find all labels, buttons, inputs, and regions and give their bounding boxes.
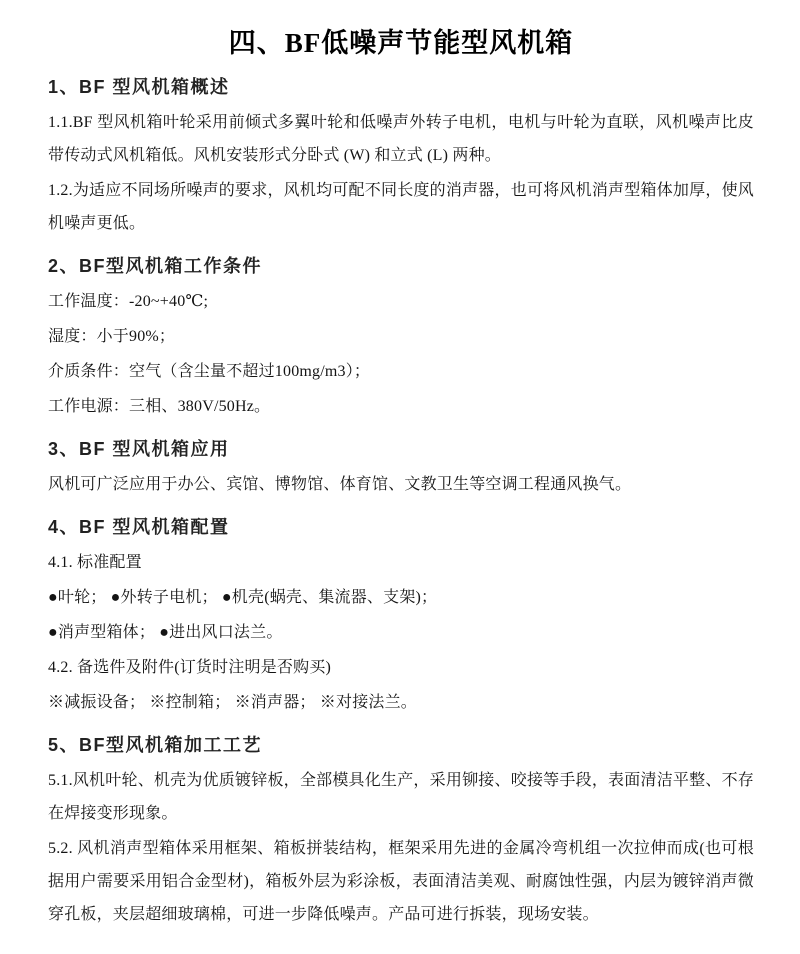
- section-5-paragraph-1: 5.1.风机叶轮、机壳为优质镀锌板，全部模具化生产，采用铆接、咬接等手段，表面清洁平整、不存在焊接变形现象。: [48, 772, 754, 822]
- section-2-heading: 2、BF型风机箱工作条件: [48, 256, 263, 276]
- section-1-paragraph-1: 1.1.BF 型风机箱叶轮采用前倾式多翼叶轮和低噪声外转子电机，电机与叶轮为直联，风机噪声比皮带传动式风机箱低。风机安装形式分卧式 (W) 和立式 (L) 两种。: [48, 114, 754, 164]
- condition-humidity: 湿度：小于90%；: [48, 328, 176, 345]
- optional-config-subtitle: 4.2. 备选件及附件(订货时注明是否购买): [48, 659, 332, 676]
- condition-temperature: 工作温度：-20~+40℃;: [48, 293, 209, 310]
- standard-config-items-line-1: ●叶轮； ●外转子电机； ●机壳(蜗壳、集流器、支架)；: [48, 589, 438, 606]
- section-application: [48, 437, 754, 501]
- condition-power: 工作电源：三相、380V/50Hz。: [48, 398, 271, 415]
- section-overview: [48, 75, 754, 240]
- section-5-paragraph-2: 5.2. 风机消声型箱体采用框架、箱板拼装结构，框架采用先进的金属冷弯机组一次拉伸而成(也可根据用户需要采用铝合金型材)，箱板外层为彩涂板，表面清洁美观、耐腐蚀性强，内层为镀锌消声微穿孔板，夹层超细玻璃棉，可进一步降低噪声。产品可进行拆装，现场安装。: [48, 840, 754, 923]
- condition-medium: 介质条件：空气（含尘量不超过100mg/m3）；: [48, 363, 371, 380]
- section-1-paragraph-2: 1.2.为适应不同场所噪声的要求，风机均可配不同长度的消声器，也可将风机消声型箱体加厚，使风机噪声更低。: [48, 182, 754, 232]
- standard-config-items-line-2: ●消声型箱体； ●进出风口法兰。: [48, 624, 283, 641]
- section-1-heading: 1、BF 型风机箱概述: [48, 77, 230, 97]
- section-5-heading: 5、BF型风机箱加工工艺: [48, 735, 263, 755]
- document-title: 四、BF低噪声节能型风机箱: [228, 28, 574, 58]
- section-4-heading: 4、BF 型风机箱配置: [48, 517, 230, 537]
- section-3-paragraph-1: 风机可广泛应用于办公、宾馆、博物馆、体育馆、文教卫生等空调工程通风换气。: [48, 476, 632, 493]
- section-manufacturing: [48, 733, 754, 931]
- section-3-heading: 3、BF 型风机箱应用: [48, 439, 230, 459]
- section-configuration: [48, 515, 754, 719]
- standard-config-subtitle: 4.1. 标准配置: [48, 554, 142, 571]
- optional-config-items: ※减振设备； ※控制箱； ※消声器； ※对接法兰。: [48, 694, 418, 711]
- section-working-conditions: [48, 254, 754, 423]
